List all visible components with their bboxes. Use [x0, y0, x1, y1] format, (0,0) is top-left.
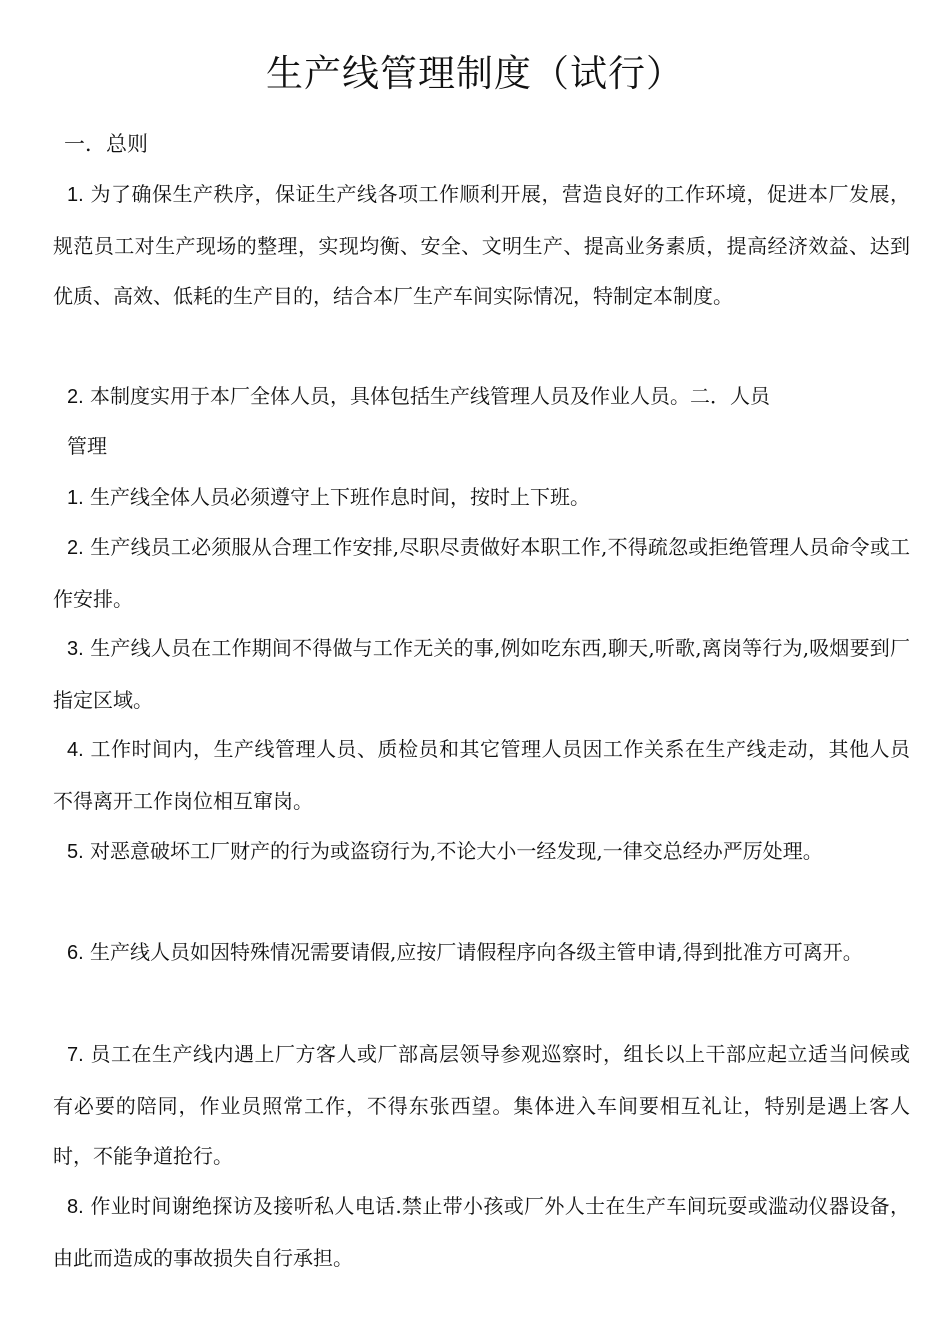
paragraph-text: 生产线全体人员必须遵守上下班作息时间，按时上下班。 [90, 485, 591, 509]
paragraph-personnel-2 [53, 522, 910, 624]
paragraph-text: 为了确保生产秩序，保证生产线各项工作顺利开展，营造良好的工作环境，促进本厂发展，规范员工对生产现场的整理，实现均衡、安全、文明生产、提高业务素质，提高经济效益、达到优质、高效、低耗的生产目的，结合本厂生产车间实际情况，特制定本制度。 [53, 182, 911, 308]
paragraph-text: 生产线员工必须服从合理工作安排,尽职尽责做好本职工作,不得疏忽或拒绝管理人员命令或工作安排。 [53, 535, 910, 611]
paragraph-personnel-4 [53, 724, 910, 826]
paragraph-continuation [53, 421, 910, 472]
paragraph-number: 7. [67, 1044, 84, 1066]
paragraph-number: 2. [67, 537, 84, 559]
paragraph-number: 2. [67, 386, 84, 408]
paragraph-personnel-1 [53, 472, 910, 524]
paragraph-text: 员工在生产线内遇上厂方客人或厂部高层领导参观巡察时，组长以上干部应起立适当问候或有必要的陪同，作业员照常工作，不得东张西望。集体进入车间要相互礼让，特别是遇上客人时，不能争道抢行。 [53, 1042, 911, 1168]
paragraph-personnel-5 [53, 826, 910, 878]
paragraph-text: 作业时间谢绝探访及接听私人电话.禁止带小孩或厂外人士在生产车间玩耍或滥动仪器设备，由此而造成的事故损失自行承担。 [53, 1194, 911, 1270]
paragraph-personnel-6 [53, 927, 910, 979]
paragraph-number: 4. [67, 739, 84, 761]
paragraph-number: 1. [67, 487, 84, 509]
document-title: 生产线管理制度（试行） [266, 52, 684, 95]
paragraph-text: 管理 [67, 434, 107, 458]
paragraph-text: 生产线人员在工作期间不得做与工作无关的事,例如吃东西,聊天,听歌,离岗等行为,吸烟要到厂指定区域。 [53, 636, 910, 712]
paragraph-number: 3. [67, 638, 84, 660]
paragraph-number: 5. [67, 841, 84, 863]
paragraph-personnel-8 [53, 1181, 910, 1283]
paragraph-number: 6. [67, 942, 84, 964]
section-heading-general: 一．总则 [64, 132, 148, 156]
paragraph-personnel-3 [53, 623, 910, 725]
paragraph-text: 本制度实用于本厂全体人员，具体包括生产线管理人员及作业人员。二．人员 [90, 384, 771, 408]
paragraph-text: 对恶意破坏工厂财产的行为或盗窃行为,不论大小一经发现,一律交总经办严厉处理。 [90, 839, 823, 863]
paragraph-text: 工作时间内，生产线管理人员、质检员和其它管理人员因工作关系在生产线走动，其他人员不得离开工作岗位相互窜岗。 [53, 737, 911, 813]
paragraph-number: 8. [67, 1196, 84, 1218]
paragraph-personnel-7 [53, 1029, 910, 1182]
paragraph-text: 生产线人员如因特殊情况需要请假,应按厂请假程序向各级主管申请,得到批准方可离开。 [90, 940, 863, 964]
paragraph-general-2 [53, 371, 910, 423]
paragraph-general-1 [53, 169, 910, 322]
paragraph-number: 1. [67, 184, 84, 206]
